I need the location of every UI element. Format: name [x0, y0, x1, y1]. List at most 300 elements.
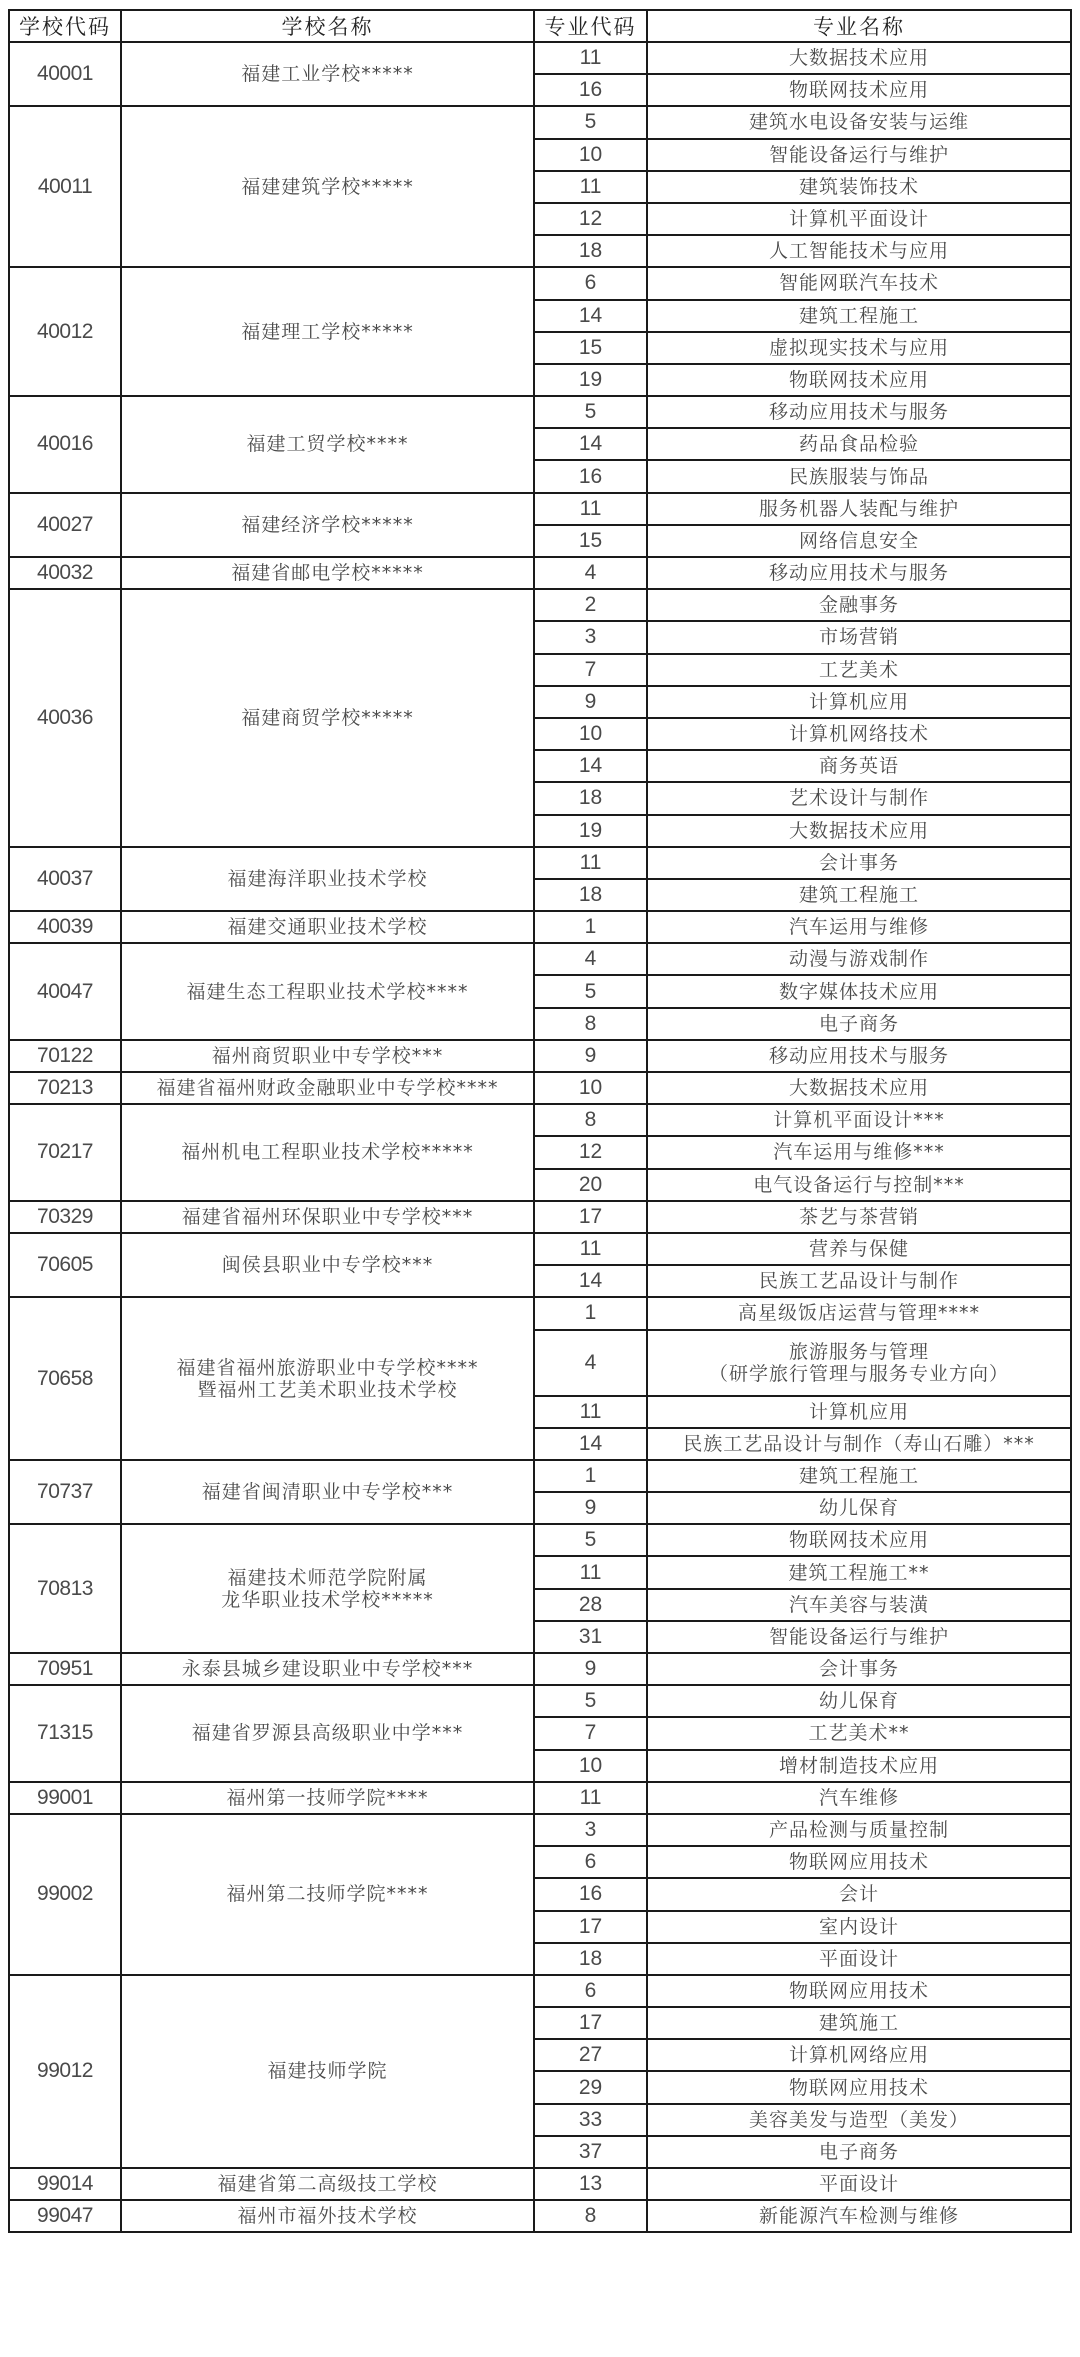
major-name-cell [647, 235, 1071, 267]
major-name-cell [647, 460, 1071, 492]
school-name-line: 福建省闽清职业中专学校*** [201, 1481, 454, 1504]
school-code-cell: 70951 [9, 1653, 121, 1685]
major-code-cell: 10 [534, 718, 647, 750]
major-code-cell: 16 [534, 74, 647, 106]
major-code-cell: 18 [534, 235, 647, 267]
school-name-line: 暨福州工艺美术职业技术学校 [197, 1378, 458, 1401]
major-code-cell: 17 [534, 1911, 647, 1943]
major-name-cell [647, 1492, 1071, 1524]
major-name-line: 建筑水电设备安装与运维 [748, 111, 969, 134]
school-name-cell [121, 1040, 534, 1072]
school-name-line: 福建省福州旅游职业中专学校**** [176, 1356, 479, 1379]
major-name-cell [647, 1524, 1071, 1556]
major-name-line: 计算机网络应用 [788, 2044, 929, 2067]
major-name-line: 大数据技术应用 [788, 1077, 929, 1100]
school-name-cell [121, 2200, 534, 2232]
major-code-cell: 10 [534, 139, 647, 171]
major-code-cell: 15 [534, 332, 647, 364]
major-code-cell: 14 [534, 1428, 647, 1460]
school-name-cell [121, 1814, 534, 1975]
school-code-cell: 40047 [9, 943, 121, 1040]
major-name-cell [647, 74, 1071, 106]
major-name-line: 计算机平面设计*** [773, 1109, 945, 1132]
major-code-cell: 9 [534, 686, 647, 718]
school-major-table [8, 9, 1072, 2233]
table-row [9, 1233, 1071, 1265]
major-code-cell: 6 [534, 267, 647, 299]
major-name-line: 计算机应用 [808, 1400, 909, 1423]
major-code-cell: 8 [534, 1008, 647, 1040]
major-code-cell: 11 [534, 1233, 647, 1265]
school-name-cell [121, 1201, 534, 1233]
school-name-line: 福建技师学院 [267, 2060, 388, 2083]
major-code-cell: 2 [534, 589, 647, 621]
major-code-cell: 7 [534, 654, 647, 686]
major-name-line: 汽车运用与维修*** [773, 1141, 945, 1164]
table-row [9, 1297, 1071, 1329]
major-code-cell: 18 [534, 1943, 647, 1975]
school-name-line: 永泰县城乡建设职业中专学校*** [181, 1658, 474, 1681]
major-name-line: 计算机应用 [808, 690, 909, 713]
major-code-cell: 9 [534, 1040, 647, 1072]
major-code-cell: 14 [534, 1265, 647, 1297]
header-school-name: 学校名称 [121, 10, 534, 42]
table-row [9, 1040, 1071, 1072]
school-name-line: 福建生态工程职业技术学校**** [186, 980, 469, 1003]
major-code-cell: 8 [534, 2200, 647, 2232]
table-row [9, 1814, 1071, 1846]
table-row [9, 1460, 1071, 1492]
school-name-line: 福建技术师范学院附属 [227, 1566, 428, 1589]
major-code-cell: 17 [534, 1201, 647, 1233]
header-row [9, 10, 1071, 42]
school-code-cell: 70122 [9, 1040, 121, 1072]
major-name-cell [647, 847, 1071, 879]
table-row [9, 847, 1071, 879]
major-name-line: 智能设备运行与维护 [768, 143, 949, 166]
major-name-line: 会计 [838, 1883, 879, 1906]
school-name-cell [121, 557, 534, 589]
major-code-cell: 5 [534, 1685, 647, 1717]
major-name-line: 艺术设计与制作 [788, 787, 929, 810]
major-name-cell [647, 2104, 1071, 2136]
major-name-cell [647, 1040, 1071, 1072]
major-name-line: 电子商务 [818, 1012, 899, 1035]
major-code-cell: 4 [534, 943, 647, 975]
major-code-cell: 8 [534, 1104, 647, 1136]
major-name-cell [647, 139, 1071, 171]
major-name-cell [647, 1814, 1071, 1846]
major-name-cell [647, 203, 1071, 235]
major-name-cell [647, 1911, 1071, 1943]
major-name-line: 汽车运用与维修 [788, 916, 929, 939]
table-row [9, 1653, 1071, 1685]
major-name-cell [647, 1201, 1071, 1233]
major-name-cell [647, 2007, 1071, 2039]
table-row [9, 267, 1071, 299]
school-name-cell [121, 911, 534, 943]
school-code-cell: 40016 [9, 396, 121, 493]
major-name-cell [647, 1750, 1071, 1782]
major-name-line: 工艺美术 [818, 658, 899, 681]
school-name-cell [121, 42, 534, 106]
major-name-line: 物联网技术应用 [788, 368, 929, 391]
major-name-line: 移动应用技术与服务 [768, 562, 949, 585]
major-name-line: 会计事务 [818, 851, 899, 874]
major-name-line: 建筑工程施工 [798, 304, 919, 327]
school-code-cell: 70658 [9, 1297, 121, 1460]
major-name-cell [647, 1975, 1071, 2007]
table-row [9, 2200, 1071, 2232]
major-code-cell: 5 [534, 396, 647, 428]
major-name-cell [647, 782, 1071, 814]
major-name-line: （研学旅行管理与服务专业方向） [708, 1362, 1009, 1385]
major-name-line: 物联网应用技术 [788, 1851, 929, 1874]
table-row [9, 1685, 1071, 1717]
school-name-cell [121, 1653, 534, 1685]
school-name-cell [121, 267, 534, 396]
major-name-line: 移动应用技术与服务 [768, 401, 949, 424]
major-code-cell: 7 [534, 1717, 647, 1749]
major-name-cell [647, 2071, 1071, 2103]
table-row [9, 557, 1071, 589]
table-row [9, 1975, 1071, 2007]
major-name-cell [647, 1330, 1071, 1396]
major-code-cell: 3 [534, 1814, 647, 1846]
school-code-cell: 99047 [9, 2200, 121, 2232]
major-name-cell [647, 493, 1071, 525]
school-name-line: 福建经济学校***** [241, 513, 414, 536]
school-name-line: 闽侯县职业中专学校*** [221, 1254, 434, 1277]
major-name-line: 人工智能技术与应用 [768, 240, 949, 263]
major-code-cell: 5 [534, 975, 647, 1007]
major-code-cell: 11 [534, 1556, 647, 1588]
header-major-name: 专业名称 [647, 10, 1071, 42]
school-code-cell: 70737 [9, 1460, 121, 1524]
school-name-line: 福州第一技师学院**** [226, 1786, 429, 1809]
major-code-cell: 10 [534, 1072, 647, 1104]
table-row [9, 1072, 1071, 1104]
school-code-cell: 70329 [9, 1201, 121, 1233]
header-school-code: 学校代码 [9, 10, 121, 42]
major-name-cell [647, 1621, 1071, 1653]
major-name-cell [647, 525, 1071, 557]
major-code-cell: 1 [534, 911, 647, 943]
major-code-cell: 10 [534, 1750, 647, 1782]
school-name-cell [121, 847, 534, 911]
table-row [9, 943, 1071, 975]
school-name-line: 福建理工学校***** [241, 320, 414, 343]
school-name-line: 福建省罗源县高级职业中学*** [191, 1722, 464, 1745]
major-name-cell [647, 911, 1071, 943]
major-code-cell: 17 [534, 2007, 647, 2039]
major-name-line: 营养与保健 [808, 1238, 909, 1261]
major-name-line: 产品检测与质量控制 [768, 1819, 949, 1842]
major-name-line: 汽车美容与装潢 [788, 1593, 929, 1616]
major-name-line: 美容美发与造型（美发） [748, 2108, 969, 2131]
major-name-cell [647, 2039, 1071, 2071]
school-name-line: 福建省第二高级技工学校 [217, 2173, 438, 2196]
school-name-line: 福建工贸学校**** [246, 433, 409, 456]
major-name-cell [647, 1589, 1071, 1621]
major-name-cell [647, 1943, 1071, 1975]
major-name-line: 幼儿保育 [818, 1690, 899, 1713]
major-name-line: 物联网应用技术 [788, 1979, 929, 2002]
school-name-cell [121, 1460, 534, 1524]
major-name-line: 移动应用技术与服务 [768, 1044, 949, 1067]
school-name-cell [121, 106, 534, 267]
major-name-line: 大数据技术应用 [788, 819, 929, 842]
major-name-cell [647, 2136, 1071, 2168]
major-name-cell [647, 1556, 1071, 1588]
school-name-cell [121, 589, 534, 847]
major-name-cell [647, 621, 1071, 653]
major-name-line: 平面设计 [818, 1947, 899, 1970]
table-row [9, 42, 1071, 74]
major-name-cell [647, 1297, 1071, 1329]
major-code-cell: 9 [534, 1492, 647, 1524]
major-code-cell: 28 [534, 1589, 647, 1621]
major-code-cell: 1 [534, 1460, 647, 1492]
school-name-line: 福建省福州环保职业中专学校*** [181, 1205, 474, 1228]
major-name-line: 商务英语 [818, 755, 899, 778]
major-name-line: 平面设计 [818, 2173, 899, 2196]
school-name-cell [121, 1233, 534, 1297]
major-name-line: 会计事务 [818, 1658, 899, 1681]
major-name-cell [647, 267, 1071, 299]
table-row [9, 2168, 1071, 2200]
major-name-line: 智能设备运行与维护 [768, 1625, 949, 1648]
table-row [9, 1201, 1071, 1233]
major-name-line: 计算机网络技术 [788, 723, 929, 746]
major-name-line: 市场营销 [818, 626, 899, 649]
major-name-line: 大数据技术应用 [788, 47, 929, 70]
major-code-cell: 5 [534, 106, 647, 138]
major-code-cell: 6 [534, 1975, 647, 2007]
major-name-line: 茶艺与茶营销 [798, 1205, 919, 1228]
major-code-cell: 12 [534, 203, 647, 235]
major-name-line: 增材制造技术应用 [778, 1754, 939, 1777]
major-code-cell: 19 [534, 815, 647, 847]
school-code-cell: 40012 [9, 267, 121, 396]
school-code-cell: 99002 [9, 1814, 121, 1975]
major-name-cell [647, 1265, 1071, 1297]
major-name-line: 数字媒体技术应用 [778, 980, 939, 1003]
school-code-cell: 99001 [9, 1782, 121, 1814]
major-name-cell [647, 300, 1071, 332]
school-name-line: 福建建筑学校***** [241, 175, 414, 198]
school-name-line: 福建工业学校***** [241, 63, 414, 86]
major-code-cell: 15 [534, 525, 647, 557]
major-name-line: 建筑工程施工 [798, 1464, 919, 1487]
major-name-line: 民族服装与饰品 [788, 465, 929, 488]
major-name-cell [647, 815, 1071, 847]
major-name-cell [647, 943, 1071, 975]
major-name-cell [647, 1428, 1071, 1460]
school-name-line: 福建省邮电学校***** [231, 562, 424, 585]
major-code-cell: 11 [534, 493, 647, 525]
school-name-cell [121, 1975, 534, 2168]
major-name-cell [647, 879, 1071, 911]
major-name-line: 金融事务 [818, 594, 899, 617]
table-row [9, 1782, 1071, 1814]
major-name-line: 建筑装饰技术 [798, 175, 919, 198]
major-name-cell [647, 1072, 1071, 1104]
major-name-cell [647, 557, 1071, 589]
major-name-cell [647, 1396, 1071, 1428]
school-code-cell: 40027 [9, 493, 121, 557]
major-name-cell [647, 1104, 1071, 1136]
major-code-cell: 27 [534, 2039, 647, 2071]
major-code-cell: 31 [534, 1621, 647, 1653]
major-code-cell: 33 [534, 2104, 647, 2136]
major-name-line: 民族工艺品设计与制作 [758, 1270, 959, 1293]
table-body [9, 42, 1071, 2232]
major-name-cell [647, 654, 1071, 686]
major-name-line: 电子商务 [818, 2140, 899, 2163]
school-name-line: 福州市福外技术学校 [237, 2205, 418, 2228]
table-row [9, 589, 1071, 621]
school-name-line: 福建交通职业技术学校 [227, 916, 428, 939]
major-code-cell: 4 [534, 557, 647, 589]
major-name-line: 建筑工程施工** [788, 1561, 930, 1584]
major-name-line: 旅游服务与管理 [788, 1340, 929, 1363]
school-code-cell: 40036 [9, 589, 121, 847]
table-row [9, 106, 1071, 138]
major-code-cell: 9 [534, 1653, 647, 1685]
major-code-cell: 16 [534, 460, 647, 492]
major-name-cell [647, 106, 1071, 138]
header-major-code: 专业代码 [534, 10, 647, 42]
major-name-cell [647, 2168, 1071, 2200]
school-code-cell: 40011 [9, 106, 121, 267]
major-name-cell [647, 718, 1071, 750]
major-code-cell: 12 [534, 1136, 647, 1168]
major-name-line: 服务机器人装配与维护 [758, 497, 959, 520]
major-name-line: 动漫与游戏制作 [788, 948, 929, 971]
major-name-cell [647, 1136, 1071, 1168]
major-name-cell [647, 364, 1071, 396]
major-code-cell: 19 [534, 364, 647, 396]
school-code-cell: 99012 [9, 1975, 121, 2168]
major-name-cell [647, 1782, 1071, 1814]
school-name-cell [121, 1104, 534, 1201]
school-name-line: 福建商贸学校***** [241, 706, 414, 729]
major-name-line: 建筑工程施工 [798, 883, 919, 906]
major-name-cell [647, 396, 1071, 428]
school-code-cell: 70217 [9, 1104, 121, 1201]
major-name-cell [647, 1653, 1071, 1685]
major-code-cell: 16 [534, 1878, 647, 1910]
major-name-cell [647, 686, 1071, 718]
major-code-cell: 11 [534, 1396, 647, 1428]
major-code-cell: 1 [534, 1297, 647, 1329]
school-name-line: 福建海洋职业技术学校 [227, 867, 428, 890]
major-name-cell [647, 1717, 1071, 1749]
table-row [9, 1104, 1071, 1136]
school-code-cell: 40032 [9, 557, 121, 589]
school-name-cell [121, 1297, 534, 1460]
major-name-cell [647, 975, 1071, 1007]
major-code-cell: 14 [534, 300, 647, 332]
school-code-cell: 70213 [9, 1072, 121, 1104]
major-name-line: 室内设计 [818, 1915, 899, 1938]
table-row [9, 911, 1071, 943]
school-code-cell: 70605 [9, 1233, 121, 1297]
major-code-cell: 18 [534, 782, 647, 814]
table-row [9, 1524, 1071, 1556]
major-code-cell: 37 [534, 2136, 647, 2168]
major-code-cell: 20 [534, 1169, 647, 1201]
major-name-cell [647, 2200, 1071, 2232]
major-name-line: 物联网技术应用 [788, 79, 929, 102]
school-name-line: 龙华职业技术学校***** [221, 1588, 434, 1611]
school-name-cell [121, 493, 534, 557]
school-code-cell: 70813 [9, 1524, 121, 1653]
major-name-cell [647, 1846, 1071, 1878]
school-name-cell [121, 1685, 534, 1782]
school-name-cell [121, 1072, 534, 1104]
school-name-line: 福州第二技师学院**** [226, 1883, 429, 1906]
school-name-line: 福州商贸职业中专学校*** [211, 1044, 444, 1067]
major-name-line: 民族工艺品设计与制作（寿山石雕）*** [683, 1432, 1035, 1455]
major-code-cell: 13 [534, 2168, 647, 2200]
school-name-cell [121, 396, 534, 493]
major-code-cell: 18 [534, 879, 647, 911]
school-code-cell: 40039 [9, 911, 121, 943]
major-name-cell [647, 1460, 1071, 1492]
major-name-line: 汽车维修 [818, 1786, 899, 1809]
major-code-cell: 14 [534, 428, 647, 460]
school-name-line: 福州机电工程职业技术学校***** [181, 1141, 474, 1164]
major-code-cell: 5 [534, 1524, 647, 1556]
table-row [9, 493, 1071, 525]
major-name-line: 物联网应用技术 [788, 2076, 929, 2099]
major-code-cell: 14 [534, 750, 647, 782]
major-name-cell [647, 589, 1071, 621]
major-name-line: 药品食品检验 [798, 433, 919, 456]
major-name-line: 物联网技术应用 [788, 1529, 929, 1552]
major-name-cell [647, 1008, 1071, 1040]
major-name-cell [647, 750, 1071, 782]
major-name-cell [647, 171, 1071, 203]
school-name-cell [121, 1782, 534, 1814]
major-name-line: 高星级饭店运营与管理**** [737, 1302, 980, 1325]
major-name-cell [647, 1233, 1071, 1265]
major-name-line: 网络信息安全 [798, 529, 919, 552]
major-code-cell: 11 [534, 42, 647, 74]
major-name-line: 建筑施工 [818, 2012, 899, 2035]
major-name-cell [647, 332, 1071, 364]
major-name-cell [647, 1685, 1071, 1717]
major-name-line: 新能源汽车检测与维修 [758, 2205, 959, 2228]
table-row [9, 396, 1071, 428]
school-name-cell [121, 943, 534, 1040]
major-name-line: 智能网联汽车技术 [778, 272, 939, 295]
major-name-cell [647, 42, 1071, 74]
major-code-cell: 29 [534, 2071, 647, 2103]
major-name-line: 虚拟现实技术与应用 [768, 336, 949, 359]
major-code-cell: 11 [534, 171, 647, 203]
major-code-cell: 3 [534, 621, 647, 653]
school-name-cell [121, 2168, 534, 2200]
major-name-cell [647, 1169, 1071, 1201]
school-code-cell: 99014 [9, 2168, 121, 2200]
major-name-cell [647, 428, 1071, 460]
school-name-cell [121, 1524, 534, 1653]
major-code-cell: 4 [534, 1330, 647, 1396]
major-name-cell [647, 1878, 1071, 1910]
